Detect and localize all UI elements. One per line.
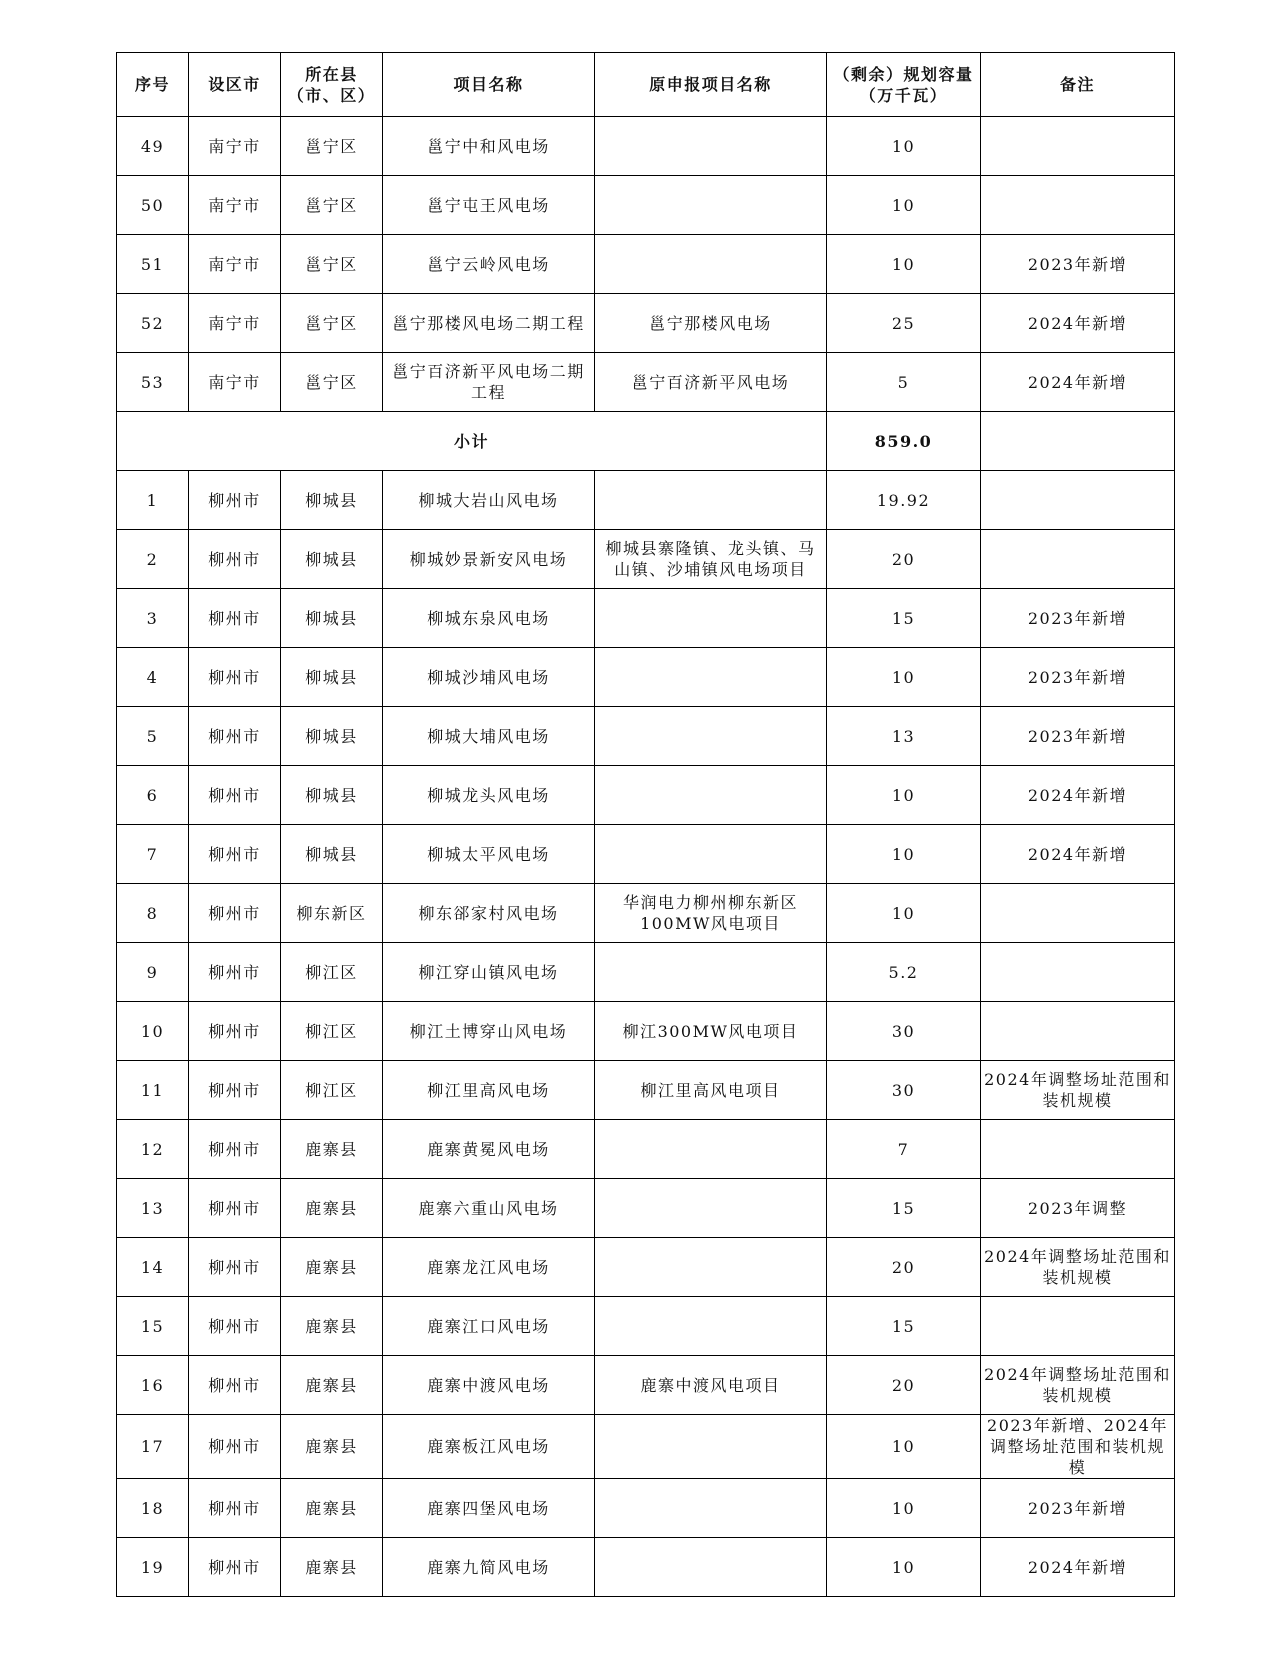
cell-planned-capacity: 10 <box>827 176 981 235</box>
cell-city: 柳州市 <box>189 530 281 589</box>
table-row <box>117 1120 1175 1179</box>
cell-planned-capacity: 10 <box>827 825 981 884</box>
cell-county: 邕宁区 <box>281 117 383 176</box>
cell-original-project-name <box>595 235 827 294</box>
cell-county: 鹿寨县 <box>281 1479 383 1538</box>
cell-project-name: 鹿寨板江风电场 <box>383 1415 595 1479</box>
subtotal-note <box>981 412 1175 471</box>
cell-original-project-name <box>595 1538 827 1597</box>
cell-remarks: 2023年新增 <box>981 648 1175 707</box>
cell-original-project-name <box>595 176 827 235</box>
cell-project-name: 柳江土博穿山风电场 <box>383 1002 595 1061</box>
cell-project-name: 鹿寨九简风电场 <box>383 1538 595 1597</box>
cell-original-project-name <box>595 117 827 176</box>
table-row <box>117 471 1175 530</box>
cell-city: 柳州市 <box>189 825 281 884</box>
cell-remarks <box>981 471 1175 530</box>
cell-original-project-name <box>595 648 827 707</box>
cell-remarks <box>981 1120 1175 1179</box>
cell-remarks: 2024年新增 <box>981 353 1175 412</box>
cell-remarks <box>981 1002 1175 1061</box>
cell-remarks: 2024年调整场址范围和装机规模 <box>981 1356 1175 1415</box>
cell-remarks <box>981 884 1175 943</box>
cell-remarks: 2023年新增、2024年调整场址范围和装机规模 <box>981 1415 1175 1479</box>
table-row <box>117 1238 1175 1297</box>
cell-county: 鹿寨县 <box>281 1179 383 1238</box>
cell-planned-capacity: 10 <box>827 1479 981 1538</box>
table-row <box>117 1297 1175 1356</box>
cell-county: 邕宁区 <box>281 235 383 294</box>
cell-remarks: 2023年新增 <box>981 707 1175 766</box>
table-row <box>117 943 1175 1002</box>
table-row <box>117 589 1175 648</box>
cell-city: 柳州市 <box>189 1356 281 1415</box>
cell-original-project-name: 邕宁百济新平风电场 <box>595 353 827 412</box>
cell-city: 南宁市 <box>189 353 281 412</box>
header-serial-no: 序号 <box>117 53 189 117</box>
cell-planned-capacity: 15 <box>827 1297 981 1356</box>
cell-original-project-name <box>595 1238 827 1297</box>
cell-county: 邕宁区 <box>281 176 383 235</box>
cell-original-project-name <box>595 1297 827 1356</box>
table-row <box>117 1002 1175 1061</box>
cell-project-name: 柳城妙景新安风电场 <box>383 530 595 589</box>
cell-remarks: 2024年新增 <box>981 825 1175 884</box>
cell-serial-no: 50 <box>117 176 189 235</box>
cell-project-name: 邕宁中和风电场 <box>383 117 595 176</box>
cell-project-name: 邕宁屯王风电场 <box>383 176 595 235</box>
cell-remarks: 2023年新增 <box>981 1479 1175 1538</box>
cell-city: 柳州市 <box>189 471 281 530</box>
cell-remarks: 2024年新增 <box>981 294 1175 353</box>
table-row <box>117 707 1175 766</box>
cell-original-project-name: 邕宁那楼风电场 <box>595 294 827 353</box>
cell-project-name: 柳城龙头风电场 <box>383 766 595 825</box>
cell-original-project-name: 柳城县寨隆镇、龙头镇、马山镇、沙埔镇风电场项目 <box>595 530 827 589</box>
cell-original-project-name <box>595 1120 827 1179</box>
table-header-row <box>117 53 1175 117</box>
cell-serial-no: 53 <box>117 353 189 412</box>
header-original-project-name: 原申报项目名称 <box>595 53 827 117</box>
cell-county: 柳城县 <box>281 530 383 589</box>
subtotal-value: 859.0 <box>827 412 981 471</box>
cell-city: 柳州市 <box>189 707 281 766</box>
cell-project-name: 邕宁百济新平风电场二期工程 <box>383 353 595 412</box>
cell-city: 柳州市 <box>189 943 281 1002</box>
cell-original-project-name <box>595 766 827 825</box>
cell-original-project-name <box>595 825 827 884</box>
wind-farm-table <box>116 52 1175 1597</box>
header-planned-capacity: （剩余）规划容量 （万千瓦） <box>827 53 981 117</box>
cell-original-project-name <box>595 1179 827 1238</box>
cell-planned-capacity: 13 <box>827 707 981 766</box>
cell-planned-capacity: 10 <box>827 648 981 707</box>
cell-remarks <box>981 176 1175 235</box>
cell-project-name: 柳江里高风电场 <box>383 1061 595 1120</box>
cell-planned-capacity: 5.2 <box>827 943 981 1002</box>
cell-serial-no: 18 <box>117 1479 189 1538</box>
cell-project-name: 鹿寨龙江风电场 <box>383 1238 595 1297</box>
cell-project-name: 邕宁那楼风电场二期工程 <box>383 294 595 353</box>
cell-county: 鹿寨县 <box>281 1415 383 1479</box>
cell-county: 柳城县 <box>281 707 383 766</box>
table-row <box>117 766 1175 825</box>
cell-serial-no: 7 <box>117 825 189 884</box>
document-page <box>116 52 1171 1597</box>
cell-county: 鹿寨县 <box>281 1238 383 1297</box>
cell-city: 柳州市 <box>189 1238 281 1297</box>
cell-serial-no: 13 <box>117 1179 189 1238</box>
cell-county: 鹿寨县 <box>281 1120 383 1179</box>
table-row <box>117 1538 1175 1597</box>
cell-remarks <box>981 530 1175 589</box>
cell-city: 柳州市 <box>189 884 281 943</box>
cell-remarks: 2023年新增 <box>981 235 1175 294</box>
cell-original-project-name: 柳江里高风电项目 <box>595 1061 827 1120</box>
cell-planned-capacity: 20 <box>827 1356 981 1415</box>
cell-county: 柳城县 <box>281 766 383 825</box>
cell-original-project-name: 鹿寨中渡风电项目 <box>595 1356 827 1415</box>
cell-serial-no: 17 <box>117 1415 189 1479</box>
cell-serial-no: 49 <box>117 117 189 176</box>
table-row <box>117 117 1175 176</box>
cell-city: 柳州市 <box>189 648 281 707</box>
cell-city: 柳州市 <box>189 1120 281 1179</box>
cell-county: 柳江区 <box>281 1061 383 1120</box>
table-row <box>117 648 1175 707</box>
cell-original-project-name <box>595 707 827 766</box>
cell-project-name: 鹿寨江口风电场 <box>383 1297 595 1356</box>
cell-original-project-name: 华润电力柳州柳东新区100MW风电项目 <box>595 884 827 943</box>
cell-planned-capacity: 7 <box>827 1120 981 1179</box>
cell-serial-no: 5 <box>117 707 189 766</box>
cell-serial-no: 1 <box>117 471 189 530</box>
table-row <box>117 1479 1175 1538</box>
cell-serial-no: 52 <box>117 294 189 353</box>
cell-planned-capacity: 19.92 <box>827 471 981 530</box>
table-row <box>117 176 1175 235</box>
cell-serial-no: 3 <box>117 589 189 648</box>
cell-city: 柳州市 <box>189 1002 281 1061</box>
cell-city: 南宁市 <box>189 176 281 235</box>
cell-county: 柳城县 <box>281 825 383 884</box>
cell-project-name: 鹿寨中渡风电场 <box>383 1356 595 1415</box>
table-row <box>117 235 1175 294</box>
cell-project-name: 柳东郤家村风电场 <box>383 884 595 943</box>
header-project-name: 项目名称 <box>383 53 595 117</box>
cell-planned-capacity: 10 <box>827 235 981 294</box>
table-row <box>117 1179 1175 1238</box>
table-row <box>117 1356 1175 1415</box>
cell-planned-capacity: 25 <box>827 294 981 353</box>
cell-planned-capacity: 10 <box>827 1538 981 1597</box>
table-row <box>117 1061 1175 1120</box>
cell-remarks: 2023年新增 <box>981 589 1175 648</box>
header-county: 所在县 （市、区） <box>281 53 383 117</box>
cell-serial-no: 10 <box>117 1002 189 1061</box>
cell-project-name: 柳城大岩山风电场 <box>383 471 595 530</box>
cell-city: 南宁市 <box>189 117 281 176</box>
cell-city: 南宁市 <box>189 235 281 294</box>
cell-remarks <box>981 1297 1175 1356</box>
cell-planned-capacity: 10 <box>827 884 981 943</box>
table-row <box>117 884 1175 943</box>
cell-serial-no: 2 <box>117 530 189 589</box>
cell-remarks: 2024年新增 <box>981 766 1175 825</box>
cell-original-project-name <box>595 1415 827 1479</box>
cell-county: 柳城县 <box>281 471 383 530</box>
cell-county: 柳江区 <box>281 943 383 1002</box>
table-row <box>117 530 1175 589</box>
cell-project-name: 邕宁云岭风电场 <box>383 235 595 294</box>
subtotal-row <box>117 412 1175 471</box>
cell-serial-no: 51 <box>117 235 189 294</box>
cell-county: 柳城县 <box>281 589 383 648</box>
table-row <box>117 294 1175 353</box>
cell-planned-capacity: 15 <box>827 1179 981 1238</box>
cell-remarks <box>981 117 1175 176</box>
cell-project-name: 柳江穿山镇风电场 <box>383 943 595 1002</box>
header-city: 设区市 <box>189 53 281 117</box>
cell-county: 鹿寨县 <box>281 1538 383 1597</box>
cell-project-name: 柳城太平风电场 <box>383 825 595 884</box>
cell-serial-no: 8 <box>117 884 189 943</box>
cell-county: 鹿寨县 <box>281 1356 383 1415</box>
header-remarks: 备注 <box>981 53 1175 117</box>
cell-remarks: 2024年新增 <box>981 1538 1175 1597</box>
cell-original-project-name <box>595 471 827 530</box>
cell-original-project-name <box>595 1479 827 1538</box>
cell-serial-no: 19 <box>117 1538 189 1597</box>
cell-city: 柳州市 <box>189 766 281 825</box>
cell-planned-capacity: 10 <box>827 1415 981 1479</box>
cell-city: 柳州市 <box>189 1415 281 1479</box>
cell-remarks: 2024年调整场址范围和装机规模 <box>981 1061 1175 1120</box>
cell-county: 柳城县 <box>281 648 383 707</box>
cell-planned-capacity: 20 <box>827 1238 981 1297</box>
cell-project-name: 柳城东泉风电场 <box>383 589 595 648</box>
cell-city: 柳州市 <box>189 1179 281 1238</box>
cell-project-name: 柳城沙埔风电场 <box>383 648 595 707</box>
cell-project-name: 柳城大埔风电场 <box>383 707 595 766</box>
cell-planned-capacity: 10 <box>827 117 981 176</box>
cell-planned-capacity: 10 <box>827 766 981 825</box>
cell-serial-no: 14 <box>117 1238 189 1297</box>
cell-county: 邕宁区 <box>281 353 383 412</box>
cell-county: 鹿寨县 <box>281 1297 383 1356</box>
cell-city: 柳州市 <box>189 1061 281 1120</box>
cell-city: 南宁市 <box>189 294 281 353</box>
cell-city: 柳州市 <box>189 1479 281 1538</box>
cell-planned-capacity: 20 <box>827 530 981 589</box>
cell-serial-no: 4 <box>117 648 189 707</box>
cell-planned-capacity: 5 <box>827 353 981 412</box>
cell-project-name: 鹿寨四堡风电场 <box>383 1479 595 1538</box>
table-row <box>117 1415 1175 1479</box>
cell-county: 邕宁区 <box>281 294 383 353</box>
cell-original-project-name <box>595 943 827 1002</box>
subtotal-label: 小计 <box>117 412 827 471</box>
cell-project-name: 鹿寨黄冕风电场 <box>383 1120 595 1179</box>
cell-serial-no: 12 <box>117 1120 189 1179</box>
cell-serial-no: 9 <box>117 943 189 1002</box>
cell-original-project-name: 柳江300MW风电项目 <box>595 1002 827 1061</box>
cell-project-name: 鹿寨六重山风电场 <box>383 1179 595 1238</box>
cell-serial-no: 6 <box>117 766 189 825</box>
cell-serial-no: 11 <box>117 1061 189 1120</box>
cell-serial-no: 16 <box>117 1356 189 1415</box>
cell-serial-no: 15 <box>117 1297 189 1356</box>
cell-remarks <box>981 943 1175 1002</box>
cell-planned-capacity: 15 <box>827 589 981 648</box>
cell-planned-capacity: 30 <box>827 1061 981 1120</box>
cell-city: 柳州市 <box>189 589 281 648</box>
table-row <box>117 353 1175 412</box>
cell-city: 柳州市 <box>189 1538 281 1597</box>
cell-planned-capacity: 30 <box>827 1002 981 1061</box>
cell-remarks: 2023年调整 <box>981 1179 1175 1238</box>
cell-county: 柳江区 <box>281 1002 383 1061</box>
cell-city: 柳州市 <box>189 1297 281 1356</box>
table-row <box>117 825 1175 884</box>
cell-county: 柳东新区 <box>281 884 383 943</box>
cell-original-project-name <box>595 589 827 648</box>
cell-remarks: 2024年调整场址范围和装机规模 <box>981 1238 1175 1297</box>
